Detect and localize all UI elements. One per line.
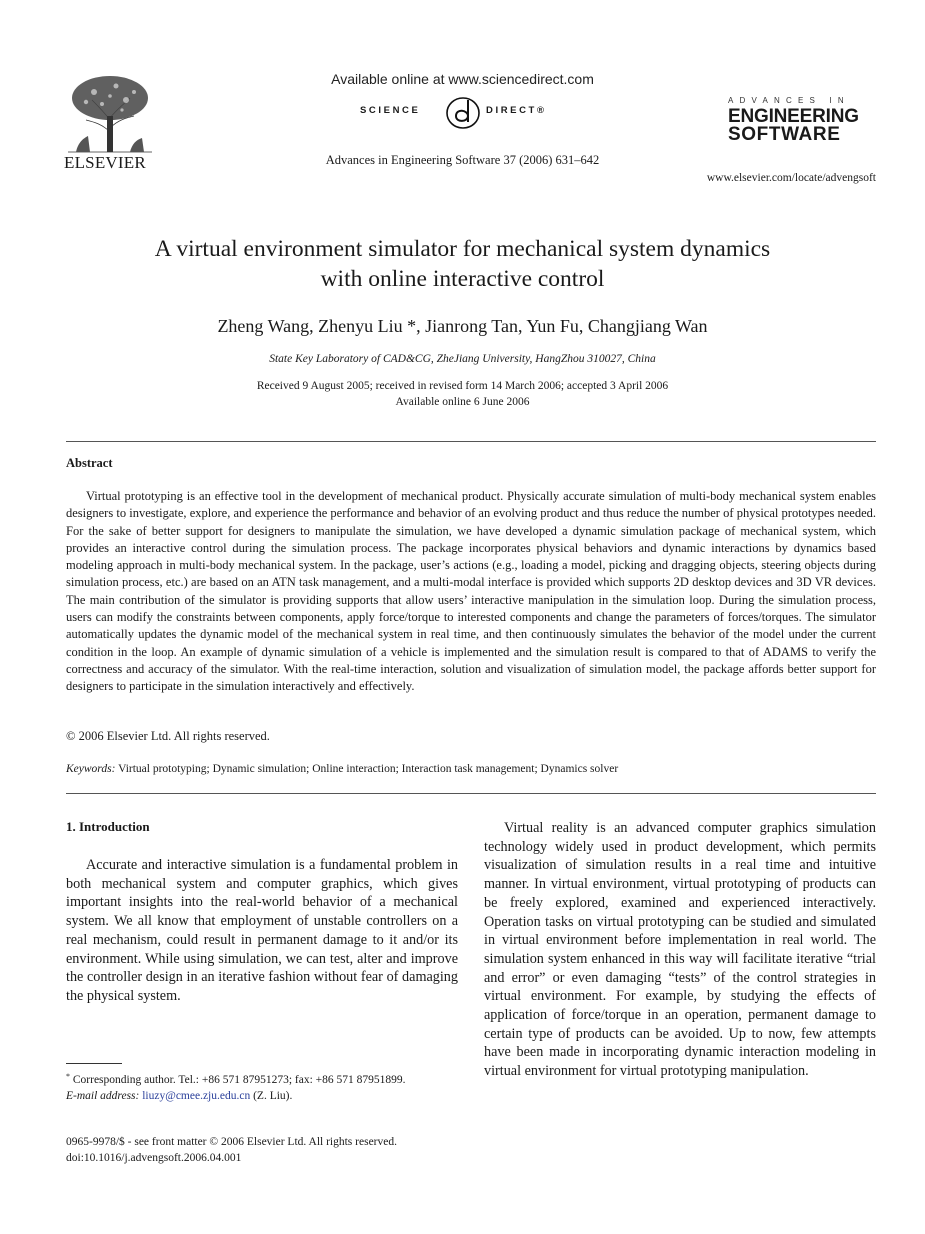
- footnote-corresponding: [66, 1069, 458, 1088]
- available-online-text: Available online at www.sciencedirect.com: [331, 71, 594, 87]
- keywords-label: Keywords:: [66, 763, 116, 775]
- email-link[interactable]: liuzy@cmee.zju.edu.cn: [142, 1090, 251, 1102]
- author-list: Zheng Wang, Zhenyu Liu *, Jianrong Tan, Yun Fu, Changjiang Wan: [217, 316, 708, 336]
- footnote: [66, 1069, 458, 1104]
- article-dates: [0, 378, 925, 410]
- journal-logo-line1: ADVANCES IN: [728, 96, 850, 105]
- journal-logo-line3: SOFTWARE: [728, 124, 841, 145]
- footnote-text: Corresponding author. Tel.: +86 571 87951273; fax: +86 571 87951899.: [72, 1074, 406, 1086]
- sciencedirect-logo: [360, 96, 570, 130]
- sd-logo-science: SCIENCE: [360, 105, 421, 116]
- abstract-heading: Abstract: [66, 456, 113, 470]
- affiliation: State Key Laboratory of CAD&CG, ZheJiang University, HangZhou 310027, China: [269, 353, 656, 365]
- journal-logo: [728, 96, 876, 144]
- introduction-paragraph-2: Virtual reality is an advanced computer graphics simulation technology widely used in product development, which permits visualization of simulation results in a real time and intuitive manner. In virtual environment, virtual prototyping of products can be freely explored, examined and experienced interactively. Operation tasks on virtual prototyping can be studied and simulated in virtual environment before implementation in real world. The simulation system enhanced in this way will facilitate iterative “trial and error” or even damaging “tests” of the control strategies in virtual environment. For example, by studying the effects of application of force/torque in an operation, permanent damage to certain type of products can be avoided. Up to now, few attempts have been made in incorporating dynamic interaction modeling in virtual environment for virtual prototyping manipulation.: [484, 820, 876, 1080]
- divider-top: [66, 441, 876, 442]
- email-label: E-mail address:: [66, 1090, 140, 1102]
- section-heading-introduction: 1. Introduction: [66, 819, 150, 834]
- title-line-2: with online interactive control: [320, 266, 605, 292]
- sd-logo-direct: DIRECT®: [486, 105, 547, 116]
- front-matter: [66, 1134, 397, 1166]
- footnote-rule: [66, 1063, 122, 1064]
- doi[interactable]: doi:10.1016/j.advengsoft.2006.04.001: [66, 1152, 242, 1164]
- abstract-copyright: © 2006 Elsevier Ltd. All rights reserved.: [66, 729, 270, 743]
- received-dates: Received 9 August 2005; received in revised form 14 March 2006; accepted 3 April 2006: [256, 380, 669, 392]
- introduction-paragraph-1: Accurate and interactive simulation is a fundamental problem in both mechanical system and computer graphics, which gives important insights into the real-world behavior of a mechanical system. We all know that employment of unstable controllers on a real mechanism, could result in permanent damage to it and/or its environment. While using simulation, we can test, alter and improve the controller design in an iterative fashion without fear of damaging the physical system.: [66, 857, 458, 1004]
- publisher-name: ELSEVIER: [64, 153, 146, 172]
- article-title: [0, 234, 925, 294]
- journal-url-link[interactable]: www.elsevier.com/locate/advengsoft: [706, 172, 876, 184]
- journal-citation: Advances in Engineering Software 37 (2006) 631–642: [325, 153, 600, 167]
- keywords: [66, 763, 618, 775]
- available-online-date: Available online 6 June 2006: [395, 396, 530, 408]
- title-line-1: A virtual environment simulator for mechanical system dynamics: [154, 236, 771, 262]
- keywords-list: Virtual prototyping; Dynamic simulation; Online interaction; Interaction task management; Dynamics solver: [118, 763, 619, 775]
- footnote-marker: *: [66, 1072, 70, 1081]
- front-matter-line1: 0965-9978/$ - see front matter © 2006 Elsevier Ltd. All rights reserved.: [66, 1136, 397, 1148]
- journal-logo-line2: ENGINEERING: [728, 106, 859, 127]
- divider-bottom: [66, 793, 876, 794]
- sd-d-mark-icon: [444, 96, 482, 130]
- footnote-email-line: [66, 1088, 458, 1104]
- email-suffix: (Z. Liu).: [253, 1090, 293, 1102]
- abstract-text: Virtual prototyping is an effective tool in the development of mechanical product. Physically accurate simulation of multi-body mechanical system enables designers to investigate, explore, and experience the performance and behavior of an evolving product and thus reduce the number of physical prototypes needed. For the sake of better support for designers to manipulate the simulation, we have developed a dynamic simulation package of mechanical system, which provides an interactive control during the simulation process. The package incorporates physical behaviors and dynamic interactions by dynamics based modeling approach in multi-body mechanical system. In the package, user’s actions (e.g., loading a model, picking and dragging objects, steering objects during simulation process, etc.) are based on an ATN task management, and a multi-modal interface is provided which supports 2D desktop devices and 3D VR devices. The main contribution of the simulator is providing supports that allow users’ interactive manipulation in the simulation loop. During the simulation process, users can modify the constraints between components, apply force/torque to interested components and change the parameters of forces/torques. The simulator automatically updates the dynamic model of the mechanical system in real time, and then continuously simulates the behavior of the model under the current condition in the loop. An example of dynamic simulation of a vehicle is implemented and the simulation result is compared to that of ADAMS to verify the correctness and accuracy of the simulator. With the real-time interaction, solution and visualization of simulation model, the package affords better support for designers to participate in the simulation interactively and effectively.: [66, 489, 876, 694]
